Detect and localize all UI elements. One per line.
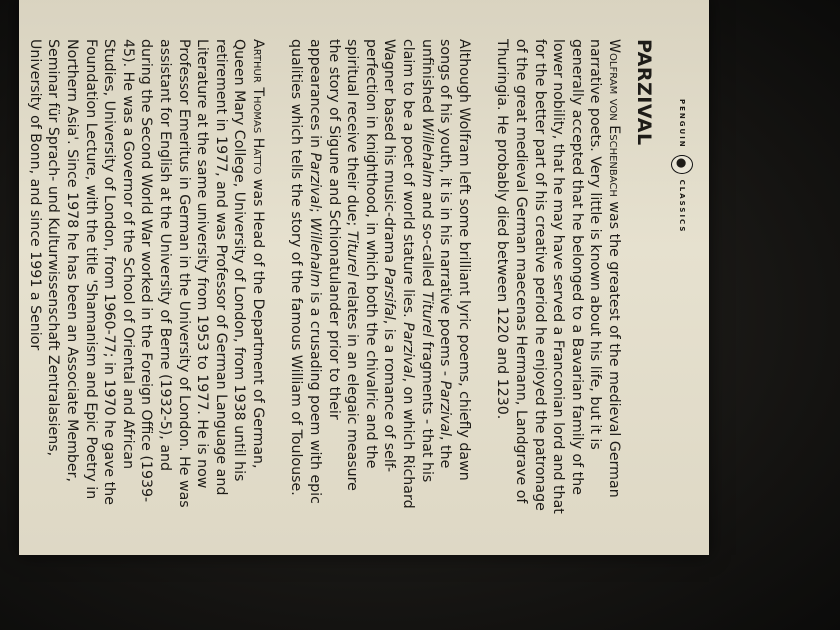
italic-title: Parzival — [437, 380, 454, 436]
text-run: , is a romance of self-perfection in knighthood, in which both the chivalric and the spiritual receive their due; — [344, 39, 398, 473]
page-title: PARZIVAL — [633, 39, 655, 146]
text-run: ; — [307, 208, 324, 218]
italic-title: Parsifal — [381, 267, 398, 320]
author-name: Wolfram von Eschenbach — [606, 39, 622, 197]
translator-name: Arthur Thomas Hatto — [249, 39, 266, 175]
book-page — [19, 0, 709, 555]
text-run: and so-called — [418, 187, 435, 292]
author-biography-paragraph — [493, 39, 623, 515]
penguin-icon: ● — [671, 155, 693, 174]
italic-title: Willehalm — [418, 117, 435, 188]
works-paragraph — [287, 39, 473, 515]
text-run: fragments - that his claim to be a poet of world stature lies. — [400, 39, 435, 483]
paragraph-text: was Head of the Department of German, Queen Mary College, University of London, from 1938 until his retirement in 1977, and was Professor of German Language and Literature at the same university from 1953 to 1977. He is now Professor Emeritus in German in the University of London. He was assistant for English at the University of Berne (1932-5), and during the Second World War worked in the Foreign Office (1939-45). He was a Governor of the School of Oriental and African Studies, University of London, from 1960-77; in 1970 he gave the Foundation Lecture, with the title 'Shamanism and Epic Poetry in Northern Asia'. Since 1978 he has been an Associate Member, Seminar für Sprach- und Kulturwissenschaft Zentralasiens, University of Bonn, and since 1991 a Senior — [26, 39, 266, 508]
italic-title: Parzival — [307, 152, 324, 209]
translator-biography-paragraph — [25, 39, 267, 515]
logo-text-classics: CLASSICS — [678, 179, 686, 234]
italic-title: Titurel — [344, 230, 361, 277]
penguin-classics-logo — [671, 99, 693, 515]
text-run: , on which Richard Wagner based his music-drama — [381, 39, 417, 509]
text-run: Although Wolfram left some brilliant lyric poems, chiefly dawn songs of his youth, it is in his narrative poems - — [437, 39, 472, 481]
italic-title: Parzival — [400, 322, 417, 378]
logo-text-penguin: PENGUIN — [678, 99, 686, 149]
italic-title: Willehalm — [307, 217, 324, 288]
text-run: , the unfinished — [418, 39, 454, 469]
paragraph-text: was the greatest of the medieval German narrative poets. Very little is known about his life, but it is generally accepted that he belonged to a Bavarian family of the lower nobility, that he may have served a Franconian lord and that for the better part of his creative period he enjoyed the patronage of the great medieval German maecenas Hermann, Landgrave of Thuringia. He probably died between 1220 and 1230. — [494, 39, 622, 514]
italic-title: Titurel — [418, 291, 435, 337]
text-run: relates in an elegaic measure the story of Sigune and Schionatulander prior to their appearances in — [307, 39, 361, 491]
text-run: is a crusading poem with epic qualities which tells the story of the famous William of Toulouse. — [288, 39, 324, 504]
